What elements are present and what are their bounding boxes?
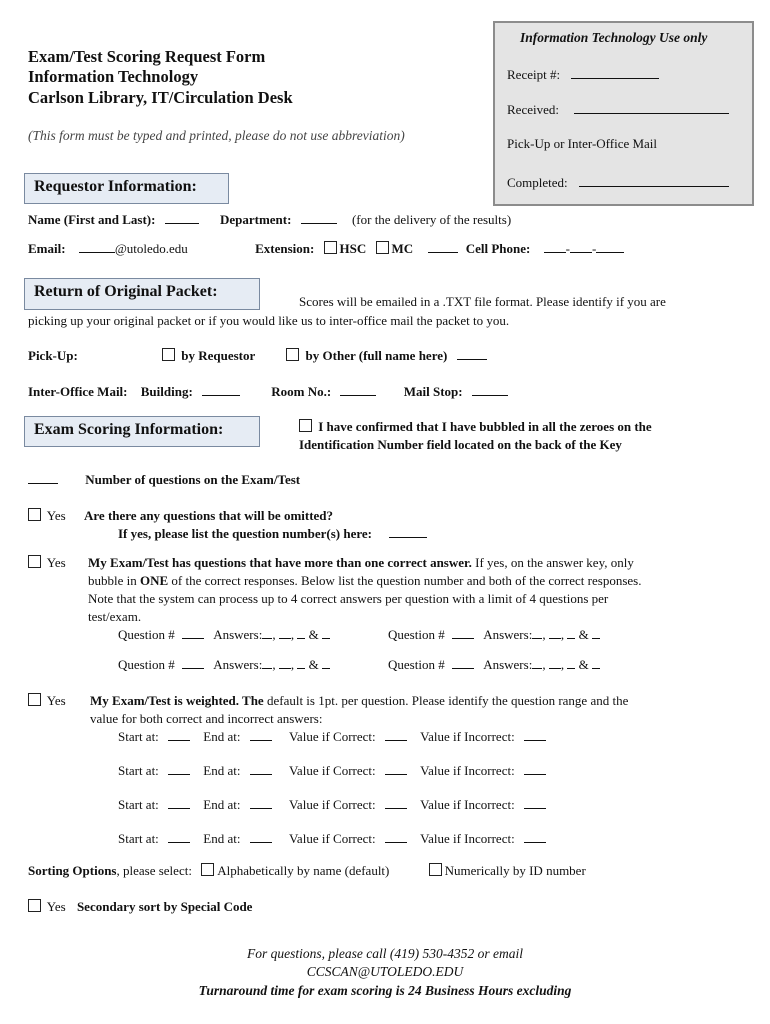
received-label: Received:: [507, 102, 559, 117]
value-correct-label: Value if Correct:: [288, 797, 376, 812]
num-questions-field[interactable]: [28, 472, 58, 484]
start-label: Start at:: [118, 763, 159, 778]
multi-question-row-3: Question # Answers: , , &: [118, 657, 330, 673]
receipt-row: [507, 66, 659, 83]
weight-range-row: [118, 729, 546, 745]
return-packet-section-heading: Return of Original Packet:: [24, 278, 260, 310]
received-field[interactable]: [574, 101, 729, 114]
cell-phone-area-field[interactable]: [544, 241, 566, 253]
value-incorrect-label: Value if Incorrect:: [420, 729, 515, 744]
multi-yes-checkbox[interactable]: [28, 555, 41, 568]
sorting-label-rest: , please select:: [116, 863, 192, 878]
weighted-yes-label: Yes: [46, 693, 66, 708]
confirm-zeroes-line1: I have confirmed that I have bubbled in all the zeroes on the: [318, 419, 652, 434]
answer-field[interactable]: [279, 627, 291, 639]
answer-field[interactable]: [322, 657, 330, 669]
end-field[interactable]: [250, 729, 272, 741]
email-field[interactable]: [79, 241, 115, 253]
weighted-bold-text: My Exam/Test is weighted. The: [90, 693, 264, 708]
secondary-yes-label: Yes: [46, 899, 66, 914]
weighted-yes: [28, 693, 66, 709]
question-number-field[interactable]: [452, 627, 474, 639]
department-label: Department:: [219, 212, 292, 227]
value-correct-field[interactable]: [385, 831, 407, 843]
mailstop-label: Mail Stop:: [403, 384, 463, 399]
weight-range-row: [118, 831, 546, 847]
question-label: Question #: [388, 627, 445, 642]
secondary-sort-row: [28, 899, 252, 915]
value-correct-label: Value if Correct:: [288, 831, 376, 846]
form-subtitle-department: Information Technology: [28, 67, 199, 86]
question-label: Question #: [388, 657, 445, 672]
end-label: End at:: [203, 797, 241, 812]
footer-contact-line: For questions, please call (419) 530-4352 or email: [247, 946, 523, 961]
exam-scoring-section-heading: Exam Scoring Information:: [24, 416, 260, 447]
end-field[interactable]: [250, 831, 272, 843]
num-questions-label: Number of questions on the Exam/Test: [85, 472, 301, 487]
extension-label: Extension:: [255, 241, 315, 256]
multi-line2a: bubble in: [88, 573, 140, 588]
requestor-section-heading: Requestor Information:: [24, 173, 229, 204]
answer-field[interactable]: [262, 657, 272, 669]
multi-rest-text: If yes, on the answer key, only: [475, 555, 634, 570]
value-incorrect-label: Value if Incorrect:: [420, 763, 515, 778]
weight-range-row: [118, 763, 546, 779]
weighted-line2: value for both correct and incorrect answers:: [90, 711, 323, 726]
value-correct-label: Value if Correct:: [288, 729, 376, 744]
question-number-field[interactable]: [182, 657, 204, 669]
omit-yes-checkbox[interactable]: [28, 508, 41, 521]
answer-field[interactable]: [279, 657, 291, 669]
multi-line2: [88, 573, 641, 589]
multi-question-row-1: Question # Answers: , , &: [118, 627, 330, 643]
start-field[interactable]: [168, 763, 190, 775]
multi-one: ONE: [140, 573, 169, 588]
form-title: Exam/Test Scoring Request Form: [28, 47, 266, 66]
multi-line4: test/exam.: [88, 609, 142, 624]
secondary-sort-checkbox[interactable]: [28, 899, 41, 912]
pickup-options: [162, 348, 487, 364]
by-other-label: by Other (full name here): [305, 348, 448, 363]
value-incorrect-field[interactable]: [524, 729, 546, 741]
end-field[interactable]: [250, 797, 272, 809]
multi-yes-label: Yes: [46, 555, 66, 570]
building-field[interactable]: [202, 384, 240, 396]
multi-question-row-4: Question # Answers: , , &: [388, 657, 600, 673]
value-incorrect-label: Value if Incorrect:: [420, 797, 515, 812]
form-instruction-note: (This form must be typed and printed, please do not use abbreviation): [28, 128, 405, 143]
it-use-only-box: [493, 21, 754, 206]
answer-field[interactable]: [567, 627, 575, 639]
by-other-checkbox[interactable]: [286, 348, 299, 361]
end-label: End at:: [203, 729, 241, 744]
value-incorrect-field[interactable]: [524, 763, 546, 775]
value-incorrect-field[interactable]: [524, 831, 546, 843]
value-incorrect-label: Value if Incorrect:: [420, 831, 515, 846]
sort-alpha-checkbox[interactable]: [201, 863, 214, 876]
answer-field[interactable]: [549, 657, 561, 669]
footer-turnaround: Turnaround time for exam scoring is 24 Business Hours excluding: [198, 983, 572, 998]
end-field[interactable]: [250, 763, 272, 775]
omit-list-row: [118, 526, 427, 542]
start-label: Start at:: [118, 831, 159, 846]
omit-yes-label: Yes: [46, 508, 66, 523]
value-incorrect-field[interactable]: [524, 797, 546, 809]
cell-phone-line-field[interactable]: [596, 241, 624, 253]
multi-question-row-2: Question # Answers: , , &: [388, 627, 600, 643]
return-packet-desc-line1: Scores will be emailed in a .TXT file format. Please identify if you are: [299, 294, 666, 309]
email-row: [28, 241, 624, 257]
completed-row: [507, 174, 729, 191]
confirm-zeroes-line2: Identification Number field located on the back of the Key: [299, 437, 622, 452]
pickup-label: Pick-Up:: [28, 348, 78, 363]
answers-label: Answers:: [483, 627, 533, 642]
answer-field[interactable]: [549, 627, 561, 639]
answers-label: Answers:: [483, 657, 533, 672]
answers-label: Answers:: [213, 627, 263, 642]
secondary-sort-label: Secondary sort by Special Code: [76, 899, 253, 914]
mailstop-field[interactable]: [472, 384, 508, 396]
answer-field[interactable]: [322, 627, 330, 639]
start-label: Start at:: [118, 797, 159, 812]
answer-field[interactable]: [262, 627, 272, 639]
mc-label: MC: [391, 241, 414, 256]
omit-question: Are there any questions that will be omitted?: [84, 508, 334, 523]
answer-field[interactable]: [297, 627, 305, 639]
amp: &: [578, 627, 589, 642]
weight-range-row: [118, 797, 546, 813]
start-field[interactable]: [168, 831, 190, 843]
sort-alpha-label: Alphabetically by name (default): [217, 863, 390, 878]
sort-numeric-label: Numerically by ID number: [444, 863, 586, 878]
interoffice-row: [28, 384, 508, 400]
cell-phone-label: Cell Phone:: [465, 241, 531, 256]
hsc-label: HSC: [339, 241, 367, 256]
multi-line2b: of the correct responses. Below list the question number and both of the correct responses.: [168, 573, 642, 588]
name-row: [28, 212, 511, 228]
question-number-field[interactable]: [452, 657, 474, 669]
interoffice-label: Inter-Office Mail:: [28, 384, 128, 399]
weighted-line1: [90, 693, 628, 709]
end-label: End at:: [203, 763, 241, 778]
omit-list-field[interactable]: [389, 526, 427, 538]
name-label: Name (First and Last):: [28, 212, 156, 227]
cell-dash-1: -: [565, 241, 570, 256]
value-correct-label: Value if Correct:: [288, 763, 376, 778]
amp: &: [308, 657, 319, 672]
start-label: Start at:: [118, 729, 159, 744]
receipt-label: Receipt #:: [507, 67, 561, 82]
multi-yes: [28, 555, 66, 571]
building-label: Building:: [140, 384, 193, 399]
pickup-or-mail-label: Pick-Up or Inter-Office Mail: [507, 136, 658, 151]
question-label: Question #: [118, 627, 175, 642]
weighted-rest-text: default is 1pt. per question. Please identify the question range and the: [266, 693, 629, 708]
amp: &: [578, 657, 589, 672]
hsc-checkbox[interactable]: [324, 241, 337, 254]
cell-dash-2: -: [591, 241, 597, 256]
answer-field[interactable]: [592, 657, 600, 669]
value-correct-field[interactable]: [385, 763, 407, 775]
name-field[interactable]: [165, 212, 199, 224]
num-questions-row: [28, 472, 300, 488]
answer-field[interactable]: [532, 657, 542, 669]
email-label: Email:: [28, 241, 66, 256]
value-correct-field[interactable]: [385, 729, 407, 741]
footer-email[interactable]: CCSCAN@UTOLEDO.EDU: [306, 964, 464, 979]
omit-list-label: If yes, please list the question number(s) here:: [118, 526, 372, 541]
start-field[interactable]: [168, 797, 190, 809]
weighted-yes-checkbox[interactable]: [28, 693, 41, 706]
confirm-zeroes-checkbox[interactable]: [299, 419, 312, 432]
form-subtitle-location: Carlson Library, IT/Circulation Desk: [28, 88, 293, 107]
value-correct-field[interactable]: [385, 797, 407, 809]
sorting-row: [28, 863, 586, 879]
it-box-title: Information Technology Use only: [520, 30, 708, 45]
answers-label: Answers:: [213, 657, 263, 672]
cell-phone-prefix-field[interactable]: [570, 241, 592, 253]
email-domain: @utoledo.edu: [114, 241, 188, 256]
receipt-field[interactable]: [571, 66, 659, 79]
amp: &: [308, 627, 319, 642]
department-note: (for the delivery of the results): [351, 212, 512, 227]
return-packet-desc-line2: picking up your original packet or if you would like us to inter-office mail the packet to you.: [28, 313, 510, 328]
other-name-field[interactable]: [457, 348, 487, 360]
completed-field[interactable]: [579, 174, 729, 187]
answer-field[interactable]: [297, 657, 305, 669]
question-number-field[interactable]: [182, 627, 204, 639]
omit-yes: [28, 508, 66, 524]
question-label: Question #: [118, 657, 175, 672]
received-row: [507, 101, 729, 118]
completed-label: Completed:: [507, 175, 568, 190]
sort-numeric-checkbox[interactable]: [429, 863, 442, 876]
by-requestor-checkbox[interactable]: [162, 348, 175, 361]
confirm-zeroes-row: [299, 419, 652, 435]
mc-checkbox[interactable]: [376, 241, 389, 254]
by-requestor-label: by Requestor: [181, 348, 256, 363]
multi-line3: Note that the system can process up to 4 correct answers per question with a limit of 4 questions per: [88, 591, 609, 606]
answer-field[interactable]: [567, 657, 575, 669]
answer-field[interactable]: [532, 627, 542, 639]
room-label: Room No.:: [271, 384, 332, 399]
room-field[interactable]: [340, 384, 376, 396]
sorting-label: Sorting Options: [28, 863, 117, 878]
department-field[interactable]: [301, 212, 337, 224]
multi-bold-text: My Exam/Test has questions that have more than one correct answer.: [88, 555, 472, 570]
extension-field[interactable]: [428, 241, 458, 253]
multi-line1: [88, 555, 634, 571]
end-label: End at:: [203, 831, 241, 846]
answer-field[interactable]: [592, 627, 600, 639]
start-field[interactable]: [168, 729, 190, 741]
